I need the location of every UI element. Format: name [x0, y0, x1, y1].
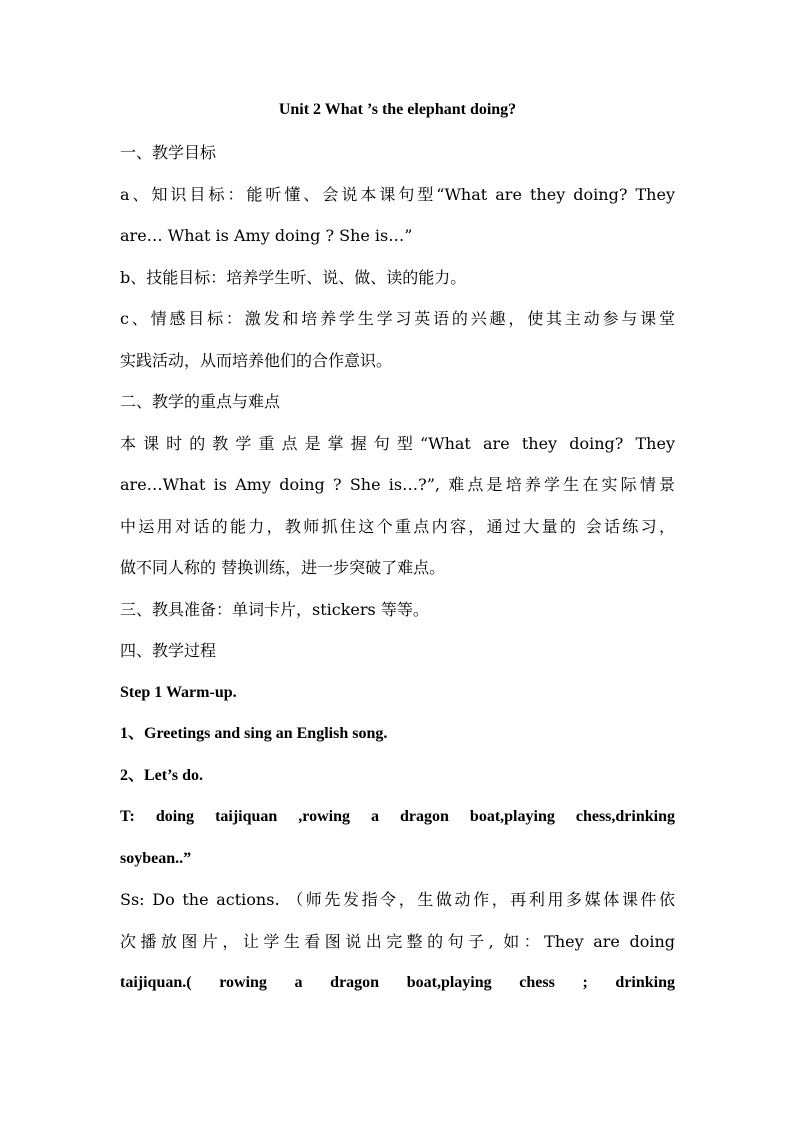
line-16: 2、Let’s do.: [120, 766, 203, 784]
line-17: T: doing taijiquan ,rowing a dragon boat,playing chess,drinking: [120, 808, 675, 825]
line-1: 一、教学目标: [120, 143, 217, 162]
line-9: are…What is Amy doing ? She is…?”, 难点是培养学生在实际情景: [120, 475, 675, 494]
document-body: [120, 132, 675, 1004]
document-page: [120, 100, 675, 1004]
line-19: Ss: Do the actions. （师先发指令，生做动作，再利用多媒体课件依: [120, 890, 675, 909]
line-2: a、知识目标：能听懂、会说本课句型“What are they doing? They: [120, 184, 675, 204]
line-14: Step 1 Warm-up.: [120, 683, 237, 701]
line-21: taijiquan.( rowing a dragon boat,playing chess ; drinking: [120, 974, 675, 991]
page-title: Unit 2 What ’s the elephant doing?: [278, 101, 517, 118]
line-7: 二、教学的重点与难点: [120, 392, 281, 411]
line-12: 三、教具准备：单词卡片，stickers 等等。: [120, 599, 429, 619]
line-18: soybean..”: [120, 849, 192, 867]
line-6: 实践活动，从而培养他们的合作意识。: [120, 350, 393, 370]
line-15: 1、Greetings and sing an English song.: [120, 725, 388, 742]
line-11: 做不同人称的 替换训练，进一步突破了难点。: [120, 558, 446, 577]
line-5: c、情感目标：激发和培养学生学习英语的兴趣，使其主动参与课堂: [120, 309, 675, 328]
line-8: 本课时的教学重点是掌握句型“What are they doing? They: [120, 433, 675, 453]
line-20: 次播放图片，让学生看图说出完整的句子, 如：They are doing: [120, 931, 675, 951]
line-3: are… What is Amy doing ? She is…”: [120, 226, 413, 245]
line-10: 中运用对话的能力，教师抓住这个重点内容，通过大量的 会话练习，: [120, 516, 675, 536]
line-4: b、技能目标：培养学生听、说、做、读的能力。: [120, 267, 467, 287]
line-13: 四、教学过程: [120, 641, 217, 660]
